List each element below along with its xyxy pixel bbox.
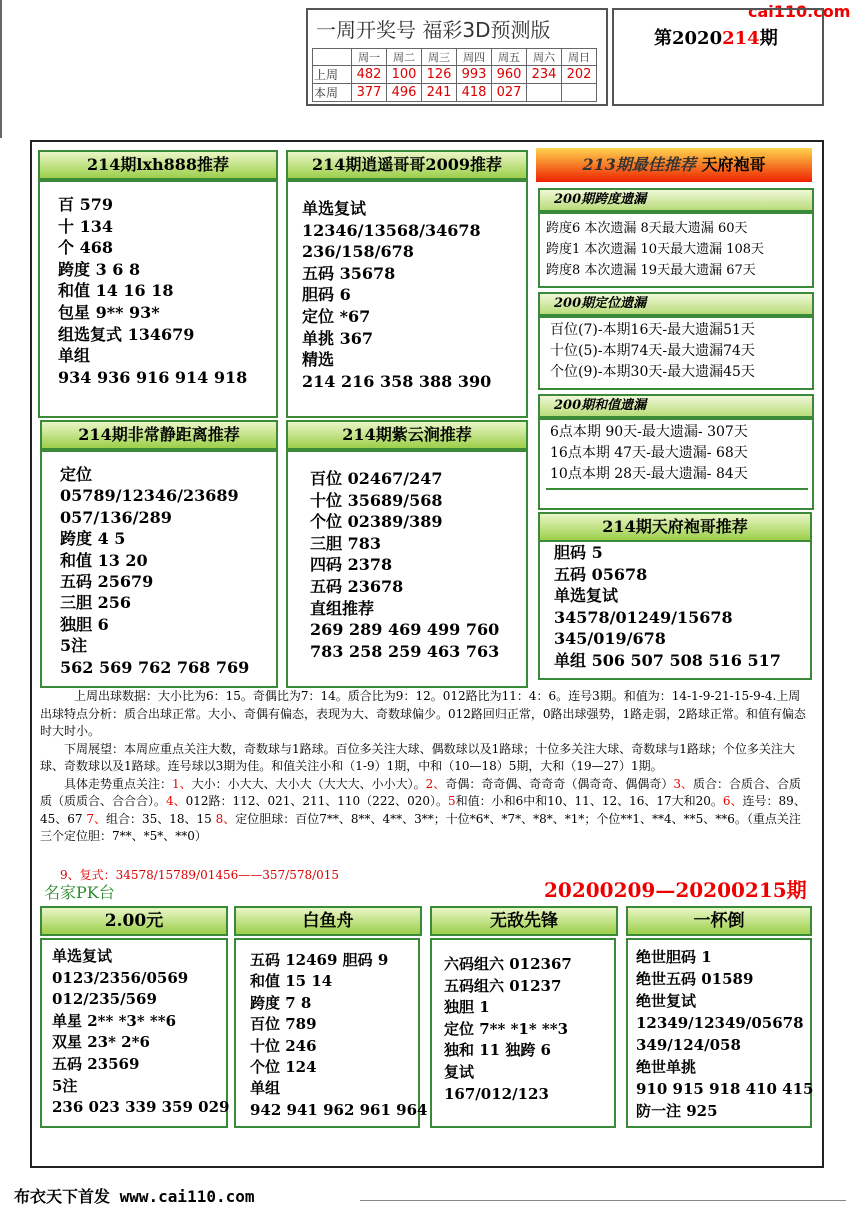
text-line: 绝世单挑 xyxy=(636,1058,697,1076)
panel-title-lxh888: 214期lxh888推荐 xyxy=(38,150,278,180)
draw-number: 377 xyxy=(352,84,387,102)
best-recommend-banner: 213期最佳推荐 天府袍哥 xyxy=(536,148,812,182)
focus-item-text: 012路：112、021、211、110（222、020）。 xyxy=(185,794,448,808)
panel-title-xiaoyao: 214期逍遥哥哥2009推荐 xyxy=(286,150,528,180)
text-line: 复试 xyxy=(444,1062,475,1081)
analysis-focus: 具体走势重点关注：1、大小：小大大、大小大（大大大、小小大）。2、奇偶：奇奇偶、奇奇奇（偶奇奇、偶偶奇）3、质合：合质合、合质质（质质合、合合合）。4、012路：112、021、211、110（222、020）。5和值：小和6中和10、11、12、16、17大和20。6、连号：89、45、67 7、组合：35、18、15 8、定位胆球：百位7**、8**、4**、3**；十位*6*、*7*、*8*、*1*；个位**1、**4、**5、**6。（重点关注三个定位胆：7**、*5*、**0） xyxy=(40,776,806,843)
text-line: 单组 xyxy=(250,1079,281,1098)
text-line: 五码 23569 xyxy=(52,1054,140,1073)
text-line: 934 936 916 914 918 xyxy=(58,367,248,387)
draw-number: 027 xyxy=(492,84,527,102)
date-range: 20200209—20200215期 xyxy=(544,878,807,902)
text-line: 五码组六 01237 xyxy=(444,976,562,995)
day-label: 周日 xyxy=(562,49,597,66)
issue-box xyxy=(612,8,824,106)
text-line: 定位 *67 xyxy=(302,306,371,326)
panel-title-baiyu: 白鱼舟 xyxy=(234,906,422,936)
text-line: 百位 789 xyxy=(250,1015,317,1034)
text-line: 包星 9** 93* xyxy=(58,302,160,322)
text-line: 单选复试 xyxy=(554,586,619,606)
panel-title-tianfu: 214期天府袍哥推荐 xyxy=(538,512,812,542)
panel-lines xyxy=(554,542,781,672)
focus-item-text: 奇偶：奇奇偶、奇奇奇（偶奇奇、偶偶奇） xyxy=(445,776,674,791)
text-line: 个位 02389/389 xyxy=(310,512,443,532)
panel-lines xyxy=(310,468,499,662)
panel-lxh888 xyxy=(38,180,278,418)
text-line: 269 289 469 499 760 xyxy=(310,620,500,640)
panel-wudi xyxy=(430,938,616,1128)
weekly-draw-box xyxy=(306,8,608,106)
text-line: 单选复试 xyxy=(302,199,367,218)
focus-item-text: 大小：小大大、大小大（大大大、小小大）。 xyxy=(191,776,426,791)
text-line: 防一注 925 xyxy=(636,1102,718,1120)
text-line: 236/158/678 xyxy=(302,242,414,262)
focus-item-text: 连号：89、45、67 xyxy=(40,794,806,826)
site-logo-text[interactable]: cai110.com xyxy=(748,2,850,21)
text-line: 910 915 918 410 415 xyxy=(636,1080,814,1098)
text-line: 个位(9)-本期30天-最大遗漏45天 xyxy=(550,364,755,380)
day-label: 周一 xyxy=(352,49,387,66)
text-line: 和值 14 16 18 xyxy=(58,281,174,301)
draw-number: 126 xyxy=(422,66,457,84)
text-line: 236 023 339 359 029 xyxy=(52,1098,230,1117)
focus-item-text: 和值：小和6中和10、11、12、16、17大和20。 xyxy=(455,794,723,808)
panel-xiaoyao xyxy=(286,180,528,418)
text-line: 5注 xyxy=(52,1076,78,1095)
analysis-outlook: 下周展望：本周应重点关注大数，奇数球与1路球。百位多关注大球、偶数球以及1路球；十位多关注大球、奇数球与1路球；个位多关注大球、奇数球以及1路球。连号球以3期为佳。和值关注小和（1-9）1期，中和（10—18）5期，大和（19—27）1期。 xyxy=(40,741,795,773)
text-line: 十位 246 xyxy=(250,1036,317,1055)
text-line: 345/019/678 xyxy=(554,629,666,649)
panel-baiyu xyxy=(234,938,428,1128)
text-line: 五码 12469 胆码 9 xyxy=(250,951,389,969)
text-line: 绝世五码 01589 xyxy=(636,970,754,988)
text-line: 六码组六 012367 xyxy=(444,955,572,973)
row-label: 本周 xyxy=(313,84,352,102)
text-line: 四码 2378 xyxy=(310,555,393,575)
draw-number xyxy=(562,84,597,102)
text-line: 167/012/123 xyxy=(444,1084,549,1103)
text-line: 057/136/289 xyxy=(60,507,172,527)
row-label: 上周 xyxy=(313,66,352,84)
panel-lines xyxy=(444,954,572,1105)
weekly-draw-title: 一周开奖号 福彩3D预测版 xyxy=(316,18,551,42)
last-week-row xyxy=(313,66,597,84)
draw-number: 234 xyxy=(527,66,562,84)
text-line: 单组 506 507 508 516 517 xyxy=(554,650,781,670)
text-line: 5注 xyxy=(60,636,88,656)
panel-lines xyxy=(52,946,229,1119)
compound-pick: 9、复式：34578/15789/01456——357/578/015 xyxy=(60,868,340,882)
text-line: 百位 02467/247 xyxy=(310,469,443,488)
draw-number: 241 xyxy=(422,84,457,102)
text-line: 6点本期 90天-最大遗漏- 307天 xyxy=(550,424,748,440)
day-label: 周四 xyxy=(457,49,492,66)
text-line: 胆码 5 xyxy=(554,543,603,562)
text-line: 双星 23* 2*6 xyxy=(52,1033,150,1052)
text-line: 10点本期 28天-最大遗漏- 84天 xyxy=(550,466,748,482)
text-line: 定位 7** *1* **3 xyxy=(444,1019,569,1038)
footer-rule xyxy=(360,1200,846,1201)
text-line: 单选复试 xyxy=(52,947,113,965)
focus-item-number: 7、 xyxy=(86,811,106,826)
text-line: 独胆 6 xyxy=(60,614,109,634)
draw-number: 482 xyxy=(352,66,387,84)
omission-lines xyxy=(550,320,755,383)
focus-item-text: 定位胆球：百位7**、8**、4**、3**；十位*6*、*7*、*8*、*1*；个位**1、**4、**5、**6。（重点关注三个定位胆：7**、*5*、**0） xyxy=(40,811,801,843)
focus-item-text: 组合：35、18、15 xyxy=(106,811,216,826)
panel-yibei xyxy=(626,938,812,1128)
panel-ziyun xyxy=(286,450,528,688)
focus-item-number: 1、 xyxy=(172,776,192,791)
span-omission-panel xyxy=(538,212,814,288)
focus-item-number: 2、 xyxy=(425,776,446,791)
panel-title-2yuan: 2.00元 xyxy=(40,906,228,936)
draw-number: 202 xyxy=(562,66,597,84)
text-line: 十 134 xyxy=(58,216,113,236)
text-line: 跨度 3 6 8 xyxy=(58,259,141,279)
focus-item-text: 质合：合质合、合质质（质质合、合合合）。 xyxy=(40,776,801,808)
draw-number: 496 xyxy=(387,84,422,102)
panel-tianfu xyxy=(538,540,812,680)
footer-site[interactable]: 布衣天下首发 www.cai110.com xyxy=(14,1187,255,1206)
text-line: 五码 35678 xyxy=(302,263,396,283)
draw-number: 418 xyxy=(457,84,492,102)
left-divider xyxy=(0,0,2,138)
weekly-draw-table xyxy=(312,48,597,102)
text-line: 12349/12349/05678 xyxy=(636,1014,804,1032)
draw-number: 100 xyxy=(387,66,422,84)
text-line: 百位(7)-本期16天-最大遗漏51天 xyxy=(550,322,755,338)
day-label: 周二 xyxy=(387,49,422,66)
text-line: 五码 23678 xyxy=(310,576,404,596)
text-line: 十位(5)-本期74天-最大遗漏74天 xyxy=(550,343,755,359)
text-line: 349/124/058 xyxy=(636,1036,741,1054)
sum-omission-title: 200期和值遗漏 xyxy=(538,394,814,418)
issue-number: 第2020214期 xyxy=(654,28,778,49)
text-line: 214 216 358 388 390 xyxy=(302,371,492,391)
panel-jingju xyxy=(40,450,278,688)
panel-lines xyxy=(636,946,813,1122)
text-line: 三胆 783 xyxy=(310,533,381,553)
text-line: 独和 11 独跨 6 xyxy=(444,1041,551,1060)
text-line: 独胆 1 xyxy=(444,998,490,1017)
panel-title-wudi: 无敌先锋 xyxy=(430,906,618,936)
text-line: 五码 05678 xyxy=(554,564,648,584)
analysis-last-week: 上周出球数据：大小比为6：15。奇偶比为7：14。质合比为9：12。012路比为11：4：6。连号3期。和值为：14-1-9-21-15-9-4.上周出球特点分析：质合出球正常。大小、奇偶有偏态，表现为大、奇数球偏少。012路回归正常，0路出球强势，1路走弱，2路球正常。和值有偏态时大时小。 xyxy=(40,689,806,738)
text-line: 单挑 367 xyxy=(302,328,373,348)
text-line: 跨度 4 5 xyxy=(60,529,126,549)
span-omission-title: 200期跨度遗漏 xyxy=(538,188,814,212)
text-line: 0123/2356/0569 xyxy=(52,968,189,987)
text-line: 跨度6 本次遗漏 8天最大遗漏 60天 xyxy=(546,221,748,236)
this-week-row xyxy=(313,84,597,102)
focus-item-number: 8、 xyxy=(215,811,236,826)
focus-item-number: 6、 xyxy=(722,794,743,808)
panel-lines xyxy=(302,198,491,392)
text-line: 个 468 xyxy=(58,238,113,258)
text-line: 05789/12346/23689 xyxy=(60,486,239,506)
text-line: 942 941 962 961 964 xyxy=(250,1100,428,1119)
focus-item-number: 5 xyxy=(448,794,456,808)
day-label: 周三 xyxy=(422,49,457,66)
text-line: 定位 xyxy=(60,465,93,484)
text-line: 个位 124 xyxy=(250,1058,317,1077)
day-label: 周五 xyxy=(492,49,527,66)
text-line: 跨度 7 8 xyxy=(250,993,312,1012)
sum-omission-panel xyxy=(538,418,814,510)
text-line: 34578/01249/15678 xyxy=(554,607,733,627)
panel-lines xyxy=(58,194,247,388)
draw-number: 993 xyxy=(457,66,492,84)
text-line: 百 579 xyxy=(58,195,113,214)
divider xyxy=(546,488,808,490)
text-line: 和值 13 20 xyxy=(60,550,148,570)
draw-number xyxy=(527,84,562,102)
panel-lines xyxy=(60,464,249,678)
text-line: 16点本期 47天-最大遗漏- 68天 xyxy=(550,445,748,461)
text-line: 单星 2** *3* **6 xyxy=(52,1011,177,1030)
panel-lines xyxy=(250,950,427,1121)
position-omission-title: 200期定位遗漏 xyxy=(538,292,814,316)
text-line: 胆码 6 xyxy=(302,285,351,305)
text-line: 跨度8 本次遗漏 19天最大遗漏 67天 xyxy=(546,263,756,278)
text-line: 绝世胆码 1 xyxy=(636,948,712,966)
text-line: 12346/13568/34678 xyxy=(302,220,481,240)
text-line: 和值 15 14 xyxy=(250,972,333,991)
focus-item-number: 4、 xyxy=(166,794,186,808)
day-header-row xyxy=(313,49,597,66)
panel-title-ziyun: 214期紫云涧推荐 xyxy=(286,420,528,450)
panel-title-jingju: 214期非常静距离推荐 xyxy=(40,420,278,450)
text-line: 012/235/569 xyxy=(52,990,157,1009)
text-line: 五码 25679 xyxy=(60,572,154,592)
text-line: 跨度1 本次遗漏 10天最大遗漏 108天 xyxy=(546,242,765,257)
omission-lines xyxy=(546,218,764,281)
text-line: 十位 35689/568 xyxy=(310,490,443,510)
text-line: 单组 xyxy=(58,346,91,366)
panel-title-yibei: 一杯倒 xyxy=(626,906,812,936)
text-line: 562 569 762 768 769 xyxy=(60,657,250,677)
text-line: 三胆 256 xyxy=(60,593,131,613)
text-line: 绝世复试 xyxy=(636,992,697,1010)
text-line: 组选复式 134679 xyxy=(58,324,195,344)
analysis-text xyxy=(40,688,812,846)
focus-item-number: 3、 xyxy=(673,776,693,791)
mingjia-pk-label: 名家PK台 xyxy=(44,883,115,902)
text-line: 精选 xyxy=(302,350,335,370)
omission-lines xyxy=(550,422,748,485)
position-omission-panel xyxy=(538,316,814,390)
day-label: 周六 xyxy=(527,49,562,66)
panel-2yuan xyxy=(40,938,228,1128)
text-line: 直组推荐 xyxy=(310,598,375,618)
text-line: 783 258 259 463 763 xyxy=(310,641,500,661)
draw-number: 960 xyxy=(492,66,527,84)
